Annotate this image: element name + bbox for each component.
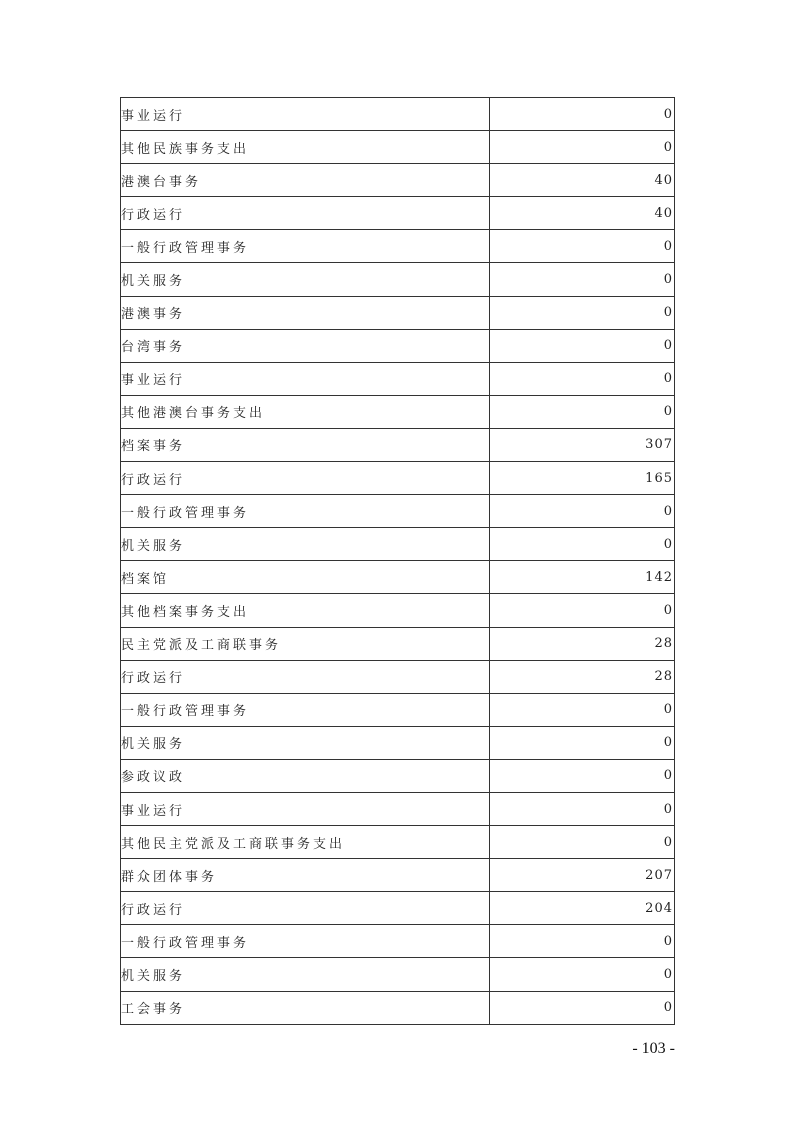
item-value-cell: 0 bbox=[490, 594, 675, 627]
table-row bbox=[121, 197, 675, 230]
item-value-cell: 0 bbox=[490, 98, 675, 131]
table-row bbox=[121, 958, 675, 991]
item-value-cell: 307 bbox=[490, 428, 675, 461]
item-name-cell: 其他档案事务支出 bbox=[121, 594, 490, 627]
item-name-cell: 港澳事务 bbox=[121, 296, 490, 329]
item-name-cell: 事业运行 bbox=[121, 98, 490, 131]
item-value-cell: 0 bbox=[490, 792, 675, 825]
table-row bbox=[121, 164, 675, 197]
item-name-cell: 机关服务 bbox=[121, 263, 490, 296]
item-value-cell: 0 bbox=[490, 693, 675, 726]
item-name-cell: 民主党派及工商联事务 bbox=[121, 627, 490, 660]
table-row bbox=[121, 395, 675, 428]
table-row bbox=[121, 792, 675, 825]
item-value-cell: 0 bbox=[490, 329, 675, 362]
table-row bbox=[121, 925, 675, 958]
item-name-cell: 档案馆 bbox=[121, 561, 490, 594]
table-row bbox=[121, 263, 675, 296]
item-name-cell: 群众团体事务 bbox=[121, 859, 490, 892]
table-row bbox=[121, 131, 675, 164]
table-row bbox=[121, 495, 675, 528]
item-name-cell: 机关服务 bbox=[121, 958, 490, 991]
item-value-cell: 0 bbox=[490, 528, 675, 561]
item-value-cell: 0 bbox=[490, 395, 675, 428]
item-value-cell: 40 bbox=[490, 164, 675, 197]
table-row bbox=[121, 362, 675, 395]
item-name-cell: 机关服务 bbox=[121, 726, 490, 759]
item-name-cell: 其他民主党派及工商联事务支出 bbox=[121, 826, 490, 859]
item-name-cell: 一般行政管理事务 bbox=[121, 495, 490, 528]
item-value-cell: 204 bbox=[490, 892, 675, 925]
item-name-cell: 事业运行 bbox=[121, 792, 490, 825]
table-row bbox=[121, 826, 675, 859]
table-row bbox=[121, 462, 675, 495]
item-name-cell: 档案事务 bbox=[121, 428, 490, 461]
table-row bbox=[121, 693, 675, 726]
table-row bbox=[121, 98, 675, 131]
item-name-cell: 事业运行 bbox=[121, 362, 490, 395]
item-value-cell: 0 bbox=[490, 296, 675, 329]
item-name-cell: 行政运行 bbox=[121, 660, 490, 693]
item-name-cell: 工会事务 bbox=[121, 991, 490, 1024]
item-value-cell: 0 bbox=[490, 495, 675, 528]
table-row bbox=[121, 759, 675, 792]
item-value-cell: 0 bbox=[490, 826, 675, 859]
table-row bbox=[121, 594, 675, 627]
item-name-cell: 行政运行 bbox=[121, 892, 490, 925]
item-name-cell: 台湾事务 bbox=[121, 329, 490, 362]
item-value-cell: 40 bbox=[490, 197, 675, 230]
table-row bbox=[121, 991, 675, 1024]
item-value-cell: 0 bbox=[490, 726, 675, 759]
table-row bbox=[121, 329, 675, 362]
item-value-cell: 0 bbox=[490, 759, 675, 792]
table-row bbox=[121, 528, 675, 561]
item-value-cell: 0 bbox=[490, 958, 675, 991]
table-row bbox=[121, 859, 675, 892]
item-value-cell: 0 bbox=[490, 925, 675, 958]
table-row bbox=[121, 660, 675, 693]
item-value-cell: 0 bbox=[490, 362, 675, 395]
item-name-cell: 行政运行 bbox=[121, 462, 490, 495]
item-value-cell: 0 bbox=[490, 263, 675, 296]
item-value-cell: 0 bbox=[490, 991, 675, 1024]
item-name-cell: 港澳台事务 bbox=[121, 164, 490, 197]
table-row bbox=[121, 627, 675, 660]
item-value-cell: 28 bbox=[490, 627, 675, 660]
table-row bbox=[121, 561, 675, 594]
item-name-cell: 一般行政管理事务 bbox=[121, 230, 490, 263]
table-row bbox=[121, 726, 675, 759]
table-row bbox=[121, 296, 675, 329]
page-number: - 103 - bbox=[632, 1040, 675, 1057]
table-row bbox=[121, 892, 675, 925]
item-name-cell: 其他港澳台事务支出 bbox=[121, 395, 490, 428]
item-value-cell: 165 bbox=[490, 462, 675, 495]
table-row bbox=[121, 428, 675, 461]
item-value-cell: 0 bbox=[490, 230, 675, 263]
item-name-cell: 参政议政 bbox=[121, 759, 490, 792]
item-name-cell: 其他民族事务支出 bbox=[121, 131, 490, 164]
item-name-cell: 一般行政管理事务 bbox=[121, 925, 490, 958]
item-value-cell: 0 bbox=[490, 131, 675, 164]
budget-table bbox=[120, 97, 675, 1025]
item-value-cell: 142 bbox=[490, 561, 675, 594]
item-name-cell: 机关服务 bbox=[121, 528, 490, 561]
item-name-cell: 行政运行 bbox=[121, 197, 490, 230]
table-row bbox=[121, 230, 675, 263]
item-value-cell: 207 bbox=[490, 859, 675, 892]
item-name-cell: 一般行政管理事务 bbox=[121, 693, 490, 726]
budget-table-body bbox=[121, 98, 675, 1025]
item-value-cell: 28 bbox=[490, 660, 675, 693]
